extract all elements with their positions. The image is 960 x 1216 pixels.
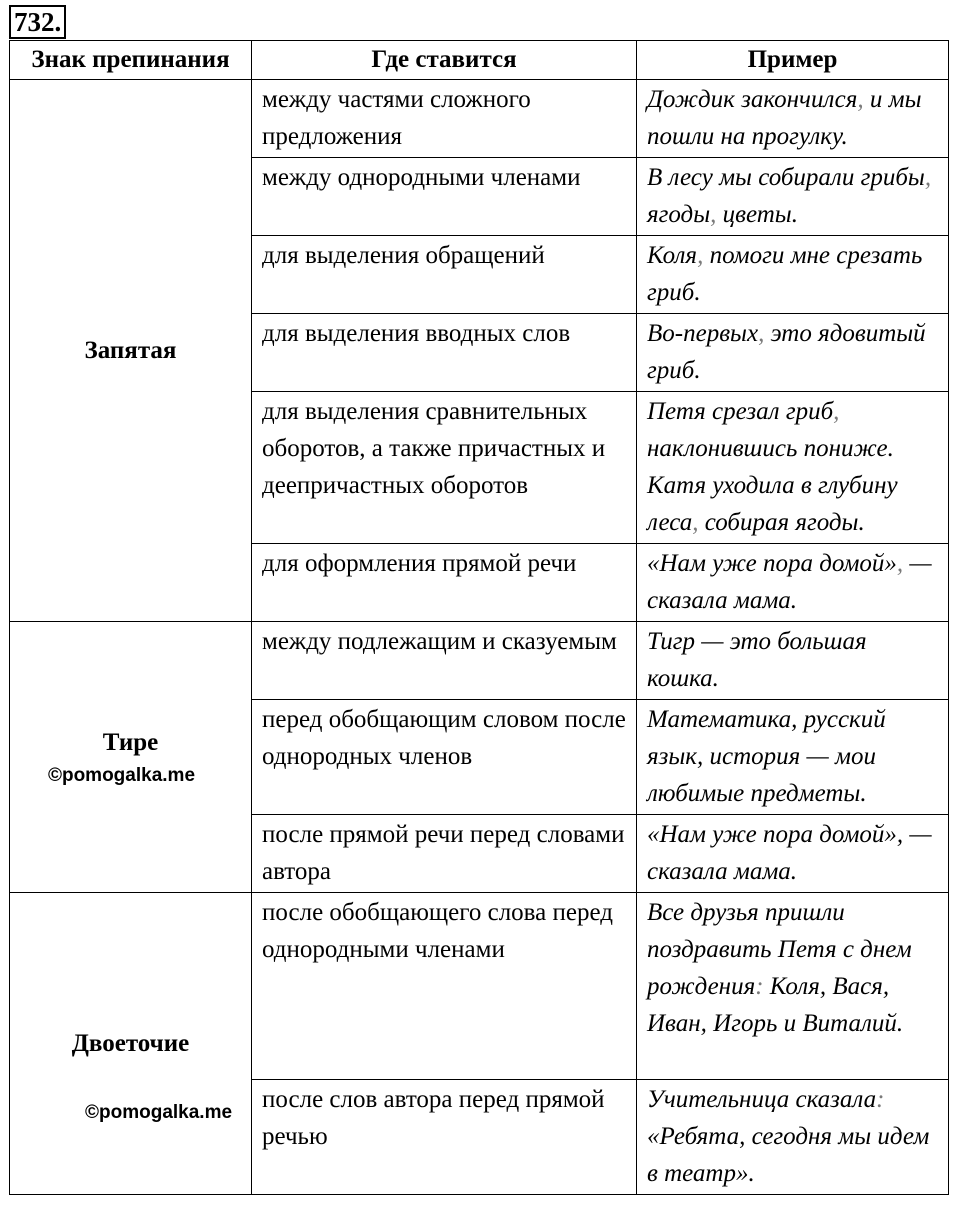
example-cell <box>637 622 949 700</box>
header-example: Пример <box>637 41 949 80</box>
where-cell: для выделения сравнительных оборотов, а также причастных и деепричастных оборотов <box>252 392 637 544</box>
example-text: В лесу мы собирали грибы <box>647 164 925 191</box>
example-text: «Нам уже пора домой», — сказала мама. <box>647 821 932 885</box>
highlighted-punctuation: , <box>692 509 699 536</box>
highlighted-punctuation: , <box>710 201 717 228</box>
sign-label: Двоеточие <box>71 1030 190 1057</box>
example-text: Учительница сказала <box>647 1086 877 1113</box>
where-cell: между частями сложного предложения <box>252 80 637 158</box>
highlighted-punctuation: , <box>924 164 932 191</box>
header-sign: Знак препинания <box>10 41 252 80</box>
example-text: ягоды <box>647 201 711 228</box>
highlighted-punctuation: , <box>833 398 840 425</box>
example-text: Во-первых <box>647 320 759 347</box>
sign-label: Тире <box>102 728 159 756</box>
example-text: Тигр — это большая кошка. <box>647 628 867 692</box>
example-text: Все друзья пришли поздравить Петя с днем рождения <box>647 899 912 1000</box>
example-cell <box>637 700 949 815</box>
example-cell <box>637 392 949 544</box>
example-text: — сказала мама. <box>647 550 932 614</box>
example-cell <box>637 158 949 236</box>
example-text: Математика, русский язык, история — мои любимые предметы. <box>647 706 886 807</box>
highlighted-punctuation: , <box>697 242 704 269</box>
example-text: Коля, Вася, Иван, Игорь и Виталий. <box>647 973 904 1037</box>
example-text: Дождик закончился <box>647 86 858 113</box>
sign-label: Запятая <box>84 337 177 364</box>
table-body <box>10 80 949 1195</box>
highlighted-punctuation: , <box>857 86 864 113</box>
where-cell: для выделения вводных слов <box>252 314 637 392</box>
where-cell: после слов автора перед прямой речью <box>252 1080 637 1195</box>
highlighted-punctuation: : <box>755 973 764 1000</box>
where-cell: после обобщающего слова перед однородными членами <box>252 893 637 1080</box>
watermark-middle: ©pomogalka.me <box>47 764 196 786</box>
example-cell <box>637 314 949 392</box>
example-cell <box>637 815 949 893</box>
example-cell <box>637 80 949 158</box>
exercise-number: 732. <box>9 5 66 39</box>
example-cell <box>637 893 949 1080</box>
highlighted-punctuation: : <box>876 1086 885 1113</box>
example-text: Петя срезал гриб <box>647 398 834 425</box>
watermark-bottom: ©pomogalka.me <box>85 1102 233 1123</box>
example-text: это ядовитый гриб. <box>647 320 926 384</box>
example-text: собирая ягоды. <box>698 509 865 536</box>
example-text: Коля <box>647 242 698 269</box>
header-where: Где ставится <box>252 41 637 80</box>
example-text: «Ребята, сегодня мы идем в театр». <box>647 1123 930 1187</box>
table-header-row <box>10 41 949 80</box>
where-cell: для выделения обращений <box>252 236 637 314</box>
where-cell: между однородными членами <box>252 158 637 236</box>
table-row <box>10 80 949 158</box>
example-text: наклонившись пониже. Катя уходила в глубину леса <box>647 435 898 536</box>
table-row <box>10 622 949 700</box>
where-cell: перед обобщающим словом после однородных членов <box>252 700 637 815</box>
example-cell <box>637 1080 949 1195</box>
example-text: и мы пошли на прогулку. <box>647 86 922 150</box>
sign-cell <box>10 893 252 1195</box>
highlighted-punctuation: , <box>896 550 904 577</box>
example-cell <box>637 544 949 622</box>
where-cell: между подлежащим и сказуемым <box>252 622 637 700</box>
table-row <box>10 893 949 1080</box>
example-text: цветы. <box>716 201 798 228</box>
punctuation-table <box>9 40 949 1195</box>
highlighted-punctuation: , <box>758 320 765 347</box>
example-text: «Нам уже пора домой» <box>647 550 897 577</box>
where-cell: для оформления прямой речи <box>252 544 637 622</box>
sign-cell <box>10 80 252 622</box>
sign-cell <box>10 622 252 893</box>
example-text: помоги мне срезать гриб. <box>647 242 923 306</box>
where-cell: после прямой речи перед словами автора <box>252 815 637 893</box>
example-cell <box>637 236 949 314</box>
